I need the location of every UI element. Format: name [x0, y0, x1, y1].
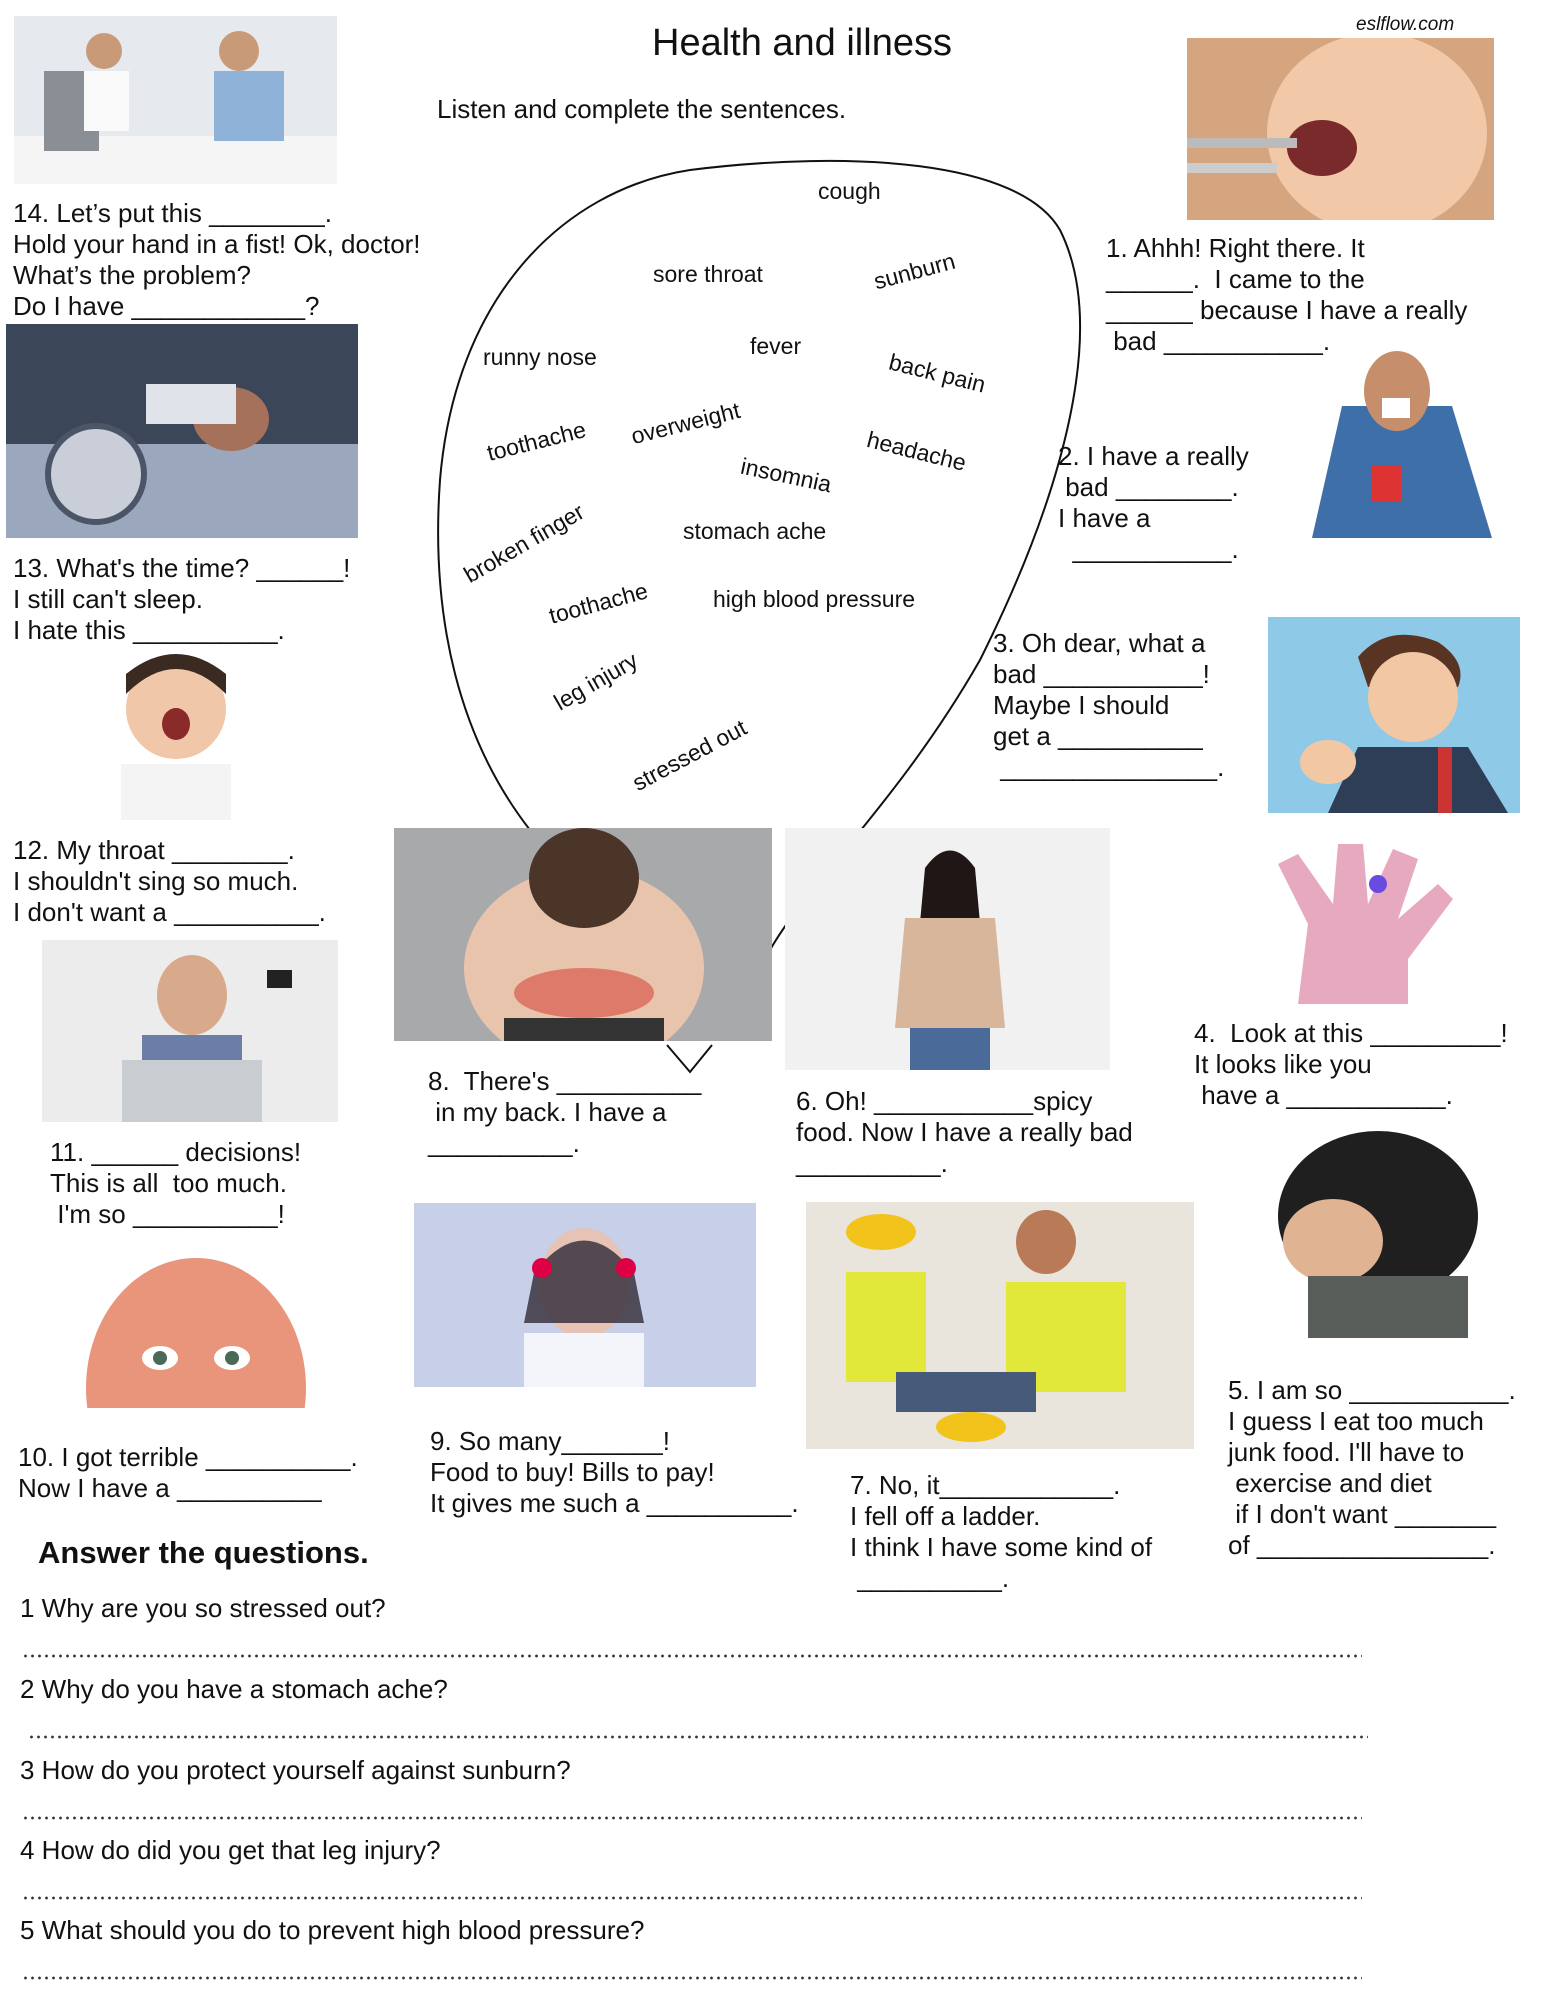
word-bank-item: fever: [750, 333, 802, 359]
broken-finger-xray: [1238, 834, 1482, 1004]
back-pain-photo: [394, 828, 772, 1041]
sentence-11: 11. ______ decisions! This is all too much. I'm so __________!: [50, 1137, 302, 1229]
sentence-8: 8. There's __________ in my back. I have a __________.: [428, 1066, 702, 1158]
sentence-3: 3. Oh dear, what a bad ___________! Maybe I should get a __________ _______________.: [993, 628, 1225, 782]
sentence-7: 7. No, it____________. I fell off a ladder. I think I have some kind of __________.: [850, 1470, 1153, 1593]
instruction-text: Listen and complete the sentences.: [437, 94, 847, 124]
question-1: 1 Why are you so stressed out?: [20, 1593, 386, 1623]
child-sore-throat-photo: [26, 654, 322, 820]
word-bank-item: overweight: [628, 396, 743, 450]
doctor-blood-pressure-photo: [14, 16, 337, 184]
answer-line-5[interactable]: [22, 1976, 1362, 1980]
page-title: Health and illness: [652, 22, 952, 64]
man-with-cold-photo: [1292, 336, 1504, 538]
word-bank-item: stomach ache: [683, 518, 827, 544]
word-bank-item: runny nose: [483, 344, 597, 370]
man-coughing-illustration: [1268, 617, 1520, 813]
stomach-ache-woman-photo: [785, 828, 1110, 1070]
word-bank-item: broken finger: [459, 498, 589, 588]
overweight-man-photo: [1268, 1126, 1499, 1338]
word-bank-item: stressed out: [627, 714, 751, 796]
leg-injury-worker-photo: [806, 1202, 1194, 1449]
sunburned-face-photo: [80, 1248, 312, 1408]
answer-line-4[interactable]: [22, 1896, 1362, 1900]
sentence-9: 9. So many_______! Food to buy! Bills to pay! It gives me such a __________.: [430, 1426, 799, 1518]
stressed-man-photo: [42, 940, 338, 1122]
sentence-14: 14. Let’s put this ________. Hold your hand in a fist! Ok, doctor! What’s the problem? Do I have ____________?: [13, 198, 421, 321]
sentence-1: 1. Ahhh! Right there. It ______. I came to the ______ because I have a really bad ___________.: [1106, 233, 1468, 356]
word-bank-item: cough: [818, 178, 881, 204]
site-watermark: eslflow.com: [1356, 14, 1455, 35]
sentence-10: 10. I got terrible __________. Now I have a __________: [18, 1442, 358, 1503]
answer-section-heading: Answer the questions.: [38, 1535, 369, 1570]
answer-line-3[interactable]: [22, 1816, 1362, 1820]
question-5: 5 What should you do to prevent high blood pressure?: [20, 1915, 645, 1945]
sentence-12: 12. My throat ________. I shouldn't sing so much. I don't want a __________.: [13, 835, 326, 927]
word-bank-item: insomnia: [738, 452, 834, 498]
sentence-4: 4. Look at this _________! It looks like you have a ___________.: [1194, 1018, 1508, 1110]
word-bank-item: toothache: [546, 577, 651, 629]
word-bank-item: sunburn: [870, 247, 958, 295]
question-3: 3 How do you protect yourself against sunburn?: [20, 1755, 571, 1785]
sentence-5: 5. I am so ___________. I guess I eat too much junk food. I'll have to exercise and diet if I don't want _______ of ________________.: [1228, 1375, 1516, 1560]
word-bank-item: back pain: [886, 348, 989, 398]
word-bank-item: sore throat: [653, 261, 763, 287]
question-2: 2 Why do you have a stomach ache?: [20, 1674, 448, 1704]
word-bank-item: high blood pressure: [713, 586, 916, 612]
word-bank-item: leg injury: [549, 646, 643, 716]
answer-line-2[interactable]: [28, 1735, 1368, 1739]
word-bank-item: headache: [864, 426, 969, 476]
sentence-2: 2. I have a really bad ________. I have a ___________.: [1058, 441, 1249, 564]
sentence-6: 6. Oh! ___________spicy food. Now I have a really bad __________.: [796, 1086, 1133, 1178]
insomnia-woman-photo: [6, 324, 358, 538]
dentist-child-photo: [1187, 38, 1494, 220]
sentence-13: 13. What's the time? ______! I still can't sleep. I hate this __________.: [13, 553, 351, 645]
question-4: 4 How do did you get that leg injury?: [20, 1835, 441, 1865]
headache-woman-photo: [414, 1203, 756, 1387]
word-bank-item: toothache: [484, 416, 589, 466]
answer-line-1[interactable]: [22, 1654, 1362, 1658]
